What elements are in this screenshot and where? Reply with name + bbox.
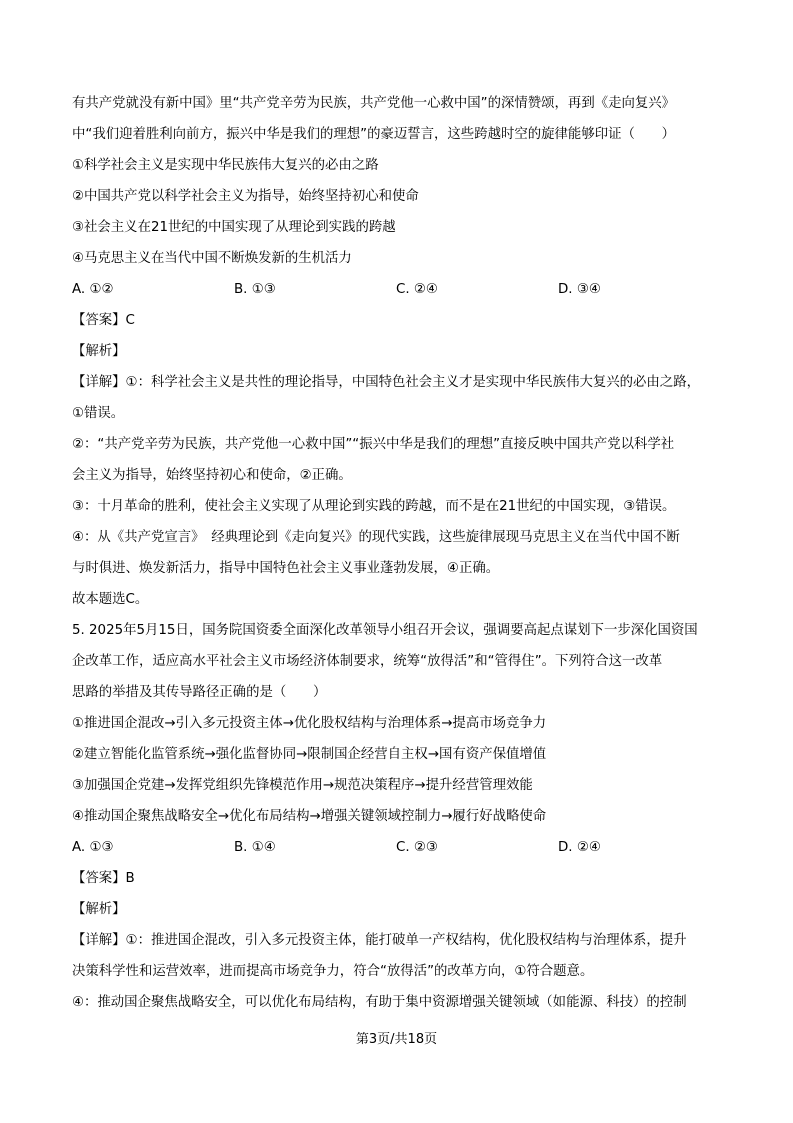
q5-option-d: D. ②④ xyxy=(558,840,601,855)
q5-analysis-label: 【解析】 xyxy=(72,902,126,917)
q5-statement-3: ③加强国企党建→发挥党组织先锋模范作用→规范决策程序→提升经营管理效能 xyxy=(72,778,533,793)
q4-stem-line-2: 中“我们迎着胜利向前方，振兴中华是我们的理想”的豪迈誓言，这些跨越时空的旋律能够印证（ ） xyxy=(72,127,676,142)
q4-detail-line-1: 【详解】①：科学社会主义是共性的理论指导，中国特色社会主义才是实现中华民族伟大复兴的必由之路， xyxy=(72,375,700,390)
q5-option-b: B. ①④ xyxy=(234,840,276,855)
q5-statement-2: ②建立智能化监管系统→强化监督协同→限制国企经营自主权→国有资产保值增值 xyxy=(72,747,547,762)
q5-detail-line-1: 【详解】①：推进国企混改，引入多元投资主体，能打破单一产权结构，优化股权结构与治理体系，提升 xyxy=(72,933,687,948)
q4-option-d: D. ③④ xyxy=(558,282,601,297)
q4-statement-3: ③社会主义在21世纪的中国实现了从理论到实践的跨越 xyxy=(72,220,396,235)
q4-detail-line-6: ④：从《共产党宣言》 经典理论到《走向复兴》的现代实践，这些旋律展现马克思主义在当代中国不断 xyxy=(72,530,680,545)
q4-detail-line-7: 与时俱进、焕发新活力，指导中国特色社会主义事业蓬勃发展，④正确。 xyxy=(72,561,500,576)
q5-option-c: C. ②③ xyxy=(396,840,438,855)
q5-stem-line-3: 思路的举措及其传导路径正确的是（ ） xyxy=(72,685,327,700)
q4-option-b: B. ①③ xyxy=(234,282,276,297)
document-body xyxy=(72,88,722,1018)
q4-detail-line-3: ②：“共产党辛劳为民族，共产党他一心救中国”“振兴中华是我们的理想”直接反映中国共产党以科学社 xyxy=(72,437,675,452)
q4-statement-1: ①科学社会主义是实现中华民族伟大复兴的必由之路 xyxy=(72,158,379,173)
q4-detail-line-5: ③：十月革命的胜利，使社会主义实现了从理论到实践的跨越，而不是在21世纪的中国实现，③错误。 xyxy=(72,499,676,514)
q4-option-c: C. ②④ xyxy=(396,282,438,297)
q5-option-a: A. ①③ xyxy=(72,840,114,855)
q4-detail-line-2: ①错误。 xyxy=(72,406,125,421)
q5-detail-line-3: ④：推动国企聚焦战略安全，可以优化布局结构，有助于集中资源增强关键领域（如能源、科技）的控制 xyxy=(72,995,687,1010)
q4-detail-line-8: 故本题选C。 xyxy=(72,592,149,607)
q5-statement-1: ①推进国企混改→引入多元投资主体→优化股权结构与治理体系→提高市场竞争力 xyxy=(72,716,547,731)
q5-options xyxy=(72,832,722,863)
page-number-footer: 第3页/共18页 xyxy=(355,1032,438,1047)
q5-detail-line-2: 决策科学性和运营效率，进而提高市场竞争力，符合“放得活”的改革方向，①符合题意。 xyxy=(72,964,594,979)
q5-stem-line-2: 企改革工作，适应高水平社会主义市场经济体制要求，统筹“放得活”和“管得住”。下列符合这一改革 xyxy=(72,654,663,669)
q4-detail-line-4: 会主义为指导，始终坚持初心和使命，②正确。 xyxy=(72,468,352,483)
q4-options xyxy=(72,274,722,305)
q4-statement-2: ②中国共产党以科学社会主义为指导，始终坚持初心和使命 xyxy=(72,189,419,204)
q4-statement-4: ④马克思主义在当代中国不断焕发新的生机活力 xyxy=(72,251,352,266)
q4-analysis-label: 【解析】 xyxy=(72,344,126,359)
q4-answer: 【答案】C xyxy=(72,313,135,328)
q5-answer: 【答案】B xyxy=(72,871,135,886)
q4-stem-line-1: 有共产党就没有新中国》里“共产党辛劳为民族，共产党他一心救中国”的深情赞颂，再到《走向复兴》 xyxy=(72,96,676,111)
q5-stem-line-1: 5. 2025年5月15日，国务院国资委全面深化改革领导小组召开会议，强调要高起点谋划下一步深化国资国 xyxy=(72,623,698,638)
q4-option-a: A. ①② xyxy=(72,282,114,297)
q5-statement-4: ④推动国企聚焦战略安全→优化布局结构→增强关键领域控制力→履行好战略使命 xyxy=(72,809,547,824)
